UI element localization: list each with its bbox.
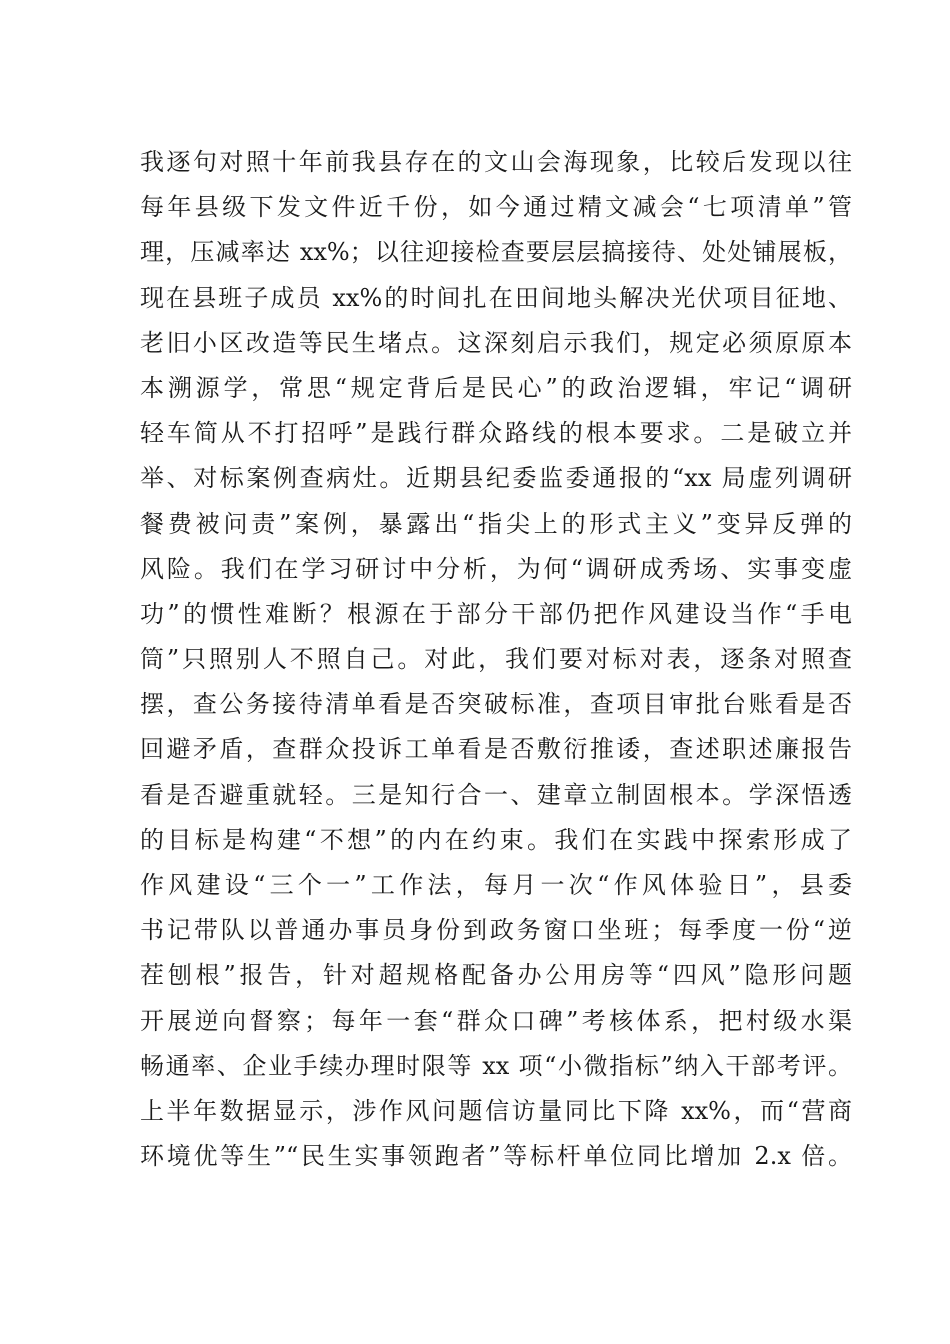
body-text bbox=[140, 140, 852, 1179]
text-line: 筒”只照别人不照自己。对此，我们要对标对表，逐条对照查 bbox=[140, 645, 852, 674]
text-line: 餐费被问责”案例，暴露出“指尖上的形式主义”变异反弹的 bbox=[140, 509, 852, 538]
text-line: 茬刨根”报告，针对超规格配备办公用房等“四风”隐形问题 bbox=[140, 961, 852, 990]
text-line: 作风建设“三个一”工作法，每月一次“作风体验日”，县委 bbox=[140, 871, 852, 899]
text-line: 理，压减率达 xx%；以往迎接检查要层层搞接待、处处铺展板， bbox=[140, 238, 852, 267]
text-line: 老旧小区改造等民生堵点。这深刻启示我们，规定必须原原本 bbox=[140, 328, 852, 357]
text-line: 的目标是构建“不想”的内在约束。我们在实践中探索形成了 bbox=[140, 825, 852, 854]
text-line: 每年县级下发文件近千份，如今通过精文减会“七项清单”管 bbox=[140, 193, 852, 222]
text-line: 现在县班子成员 xx%的时间扎在田间地头解决光伏项目征地、 bbox=[140, 283, 852, 312]
text-line: 功”的惯性难断？根源在于部分干部仍把作风建设当作“手电 bbox=[140, 599, 852, 628]
text-line: 畅通率、企业手续办理时限等 xx 项“小微指标”纳入干部考评。 bbox=[140, 1051, 852, 1080]
text-line: 看是否避重就轻。三是知行合一、建章立制固根本。学深悟透 bbox=[140, 780, 852, 809]
text-line: 上半年数据显示，涉作风问题信访量同比下降 xx%，而“营商 bbox=[140, 1096, 852, 1125]
text-line: 开展逆向督察；每年一套“群众口碑”考核体系，把村级水渠 bbox=[140, 1006, 852, 1035]
text-line: 风险。我们在学习研讨中分析，为何“调研成秀场、实事变虚 bbox=[140, 554, 852, 583]
text-line: 我逐句对照十年前我县存在的文山会海现象，比较后发现以往 bbox=[140, 148, 852, 176]
text-line: 本溯源学，常思“规定背后是民心”的政治逻辑，牢记“调研 bbox=[140, 373, 852, 402]
text-line: 举、对标案例查病灶。近期县纪委监委通报的“xx 局虚列调研 bbox=[140, 464, 852, 493]
text-line: 书记带队以普通办事员身份到政务窗口坐班；每季度一份“逆 bbox=[140, 916, 852, 945]
text-line: 轻车简从不打招呼”是践行群众路线的根本要求。二是破立并 bbox=[140, 419, 852, 448]
text-line: 摆，查公务接待清单看是否突破标准，查项目审批台账看是否 bbox=[140, 690, 852, 719]
text-line: 回避矛盾，查群众投诉工单看是否敷衍推诿，查述职述廉报告 bbox=[140, 735, 852, 764]
text-line: 环境优等生”“民生实事领跑者”等标杆单位同比增加 2.x 倍。 bbox=[140, 1142, 852, 1171]
